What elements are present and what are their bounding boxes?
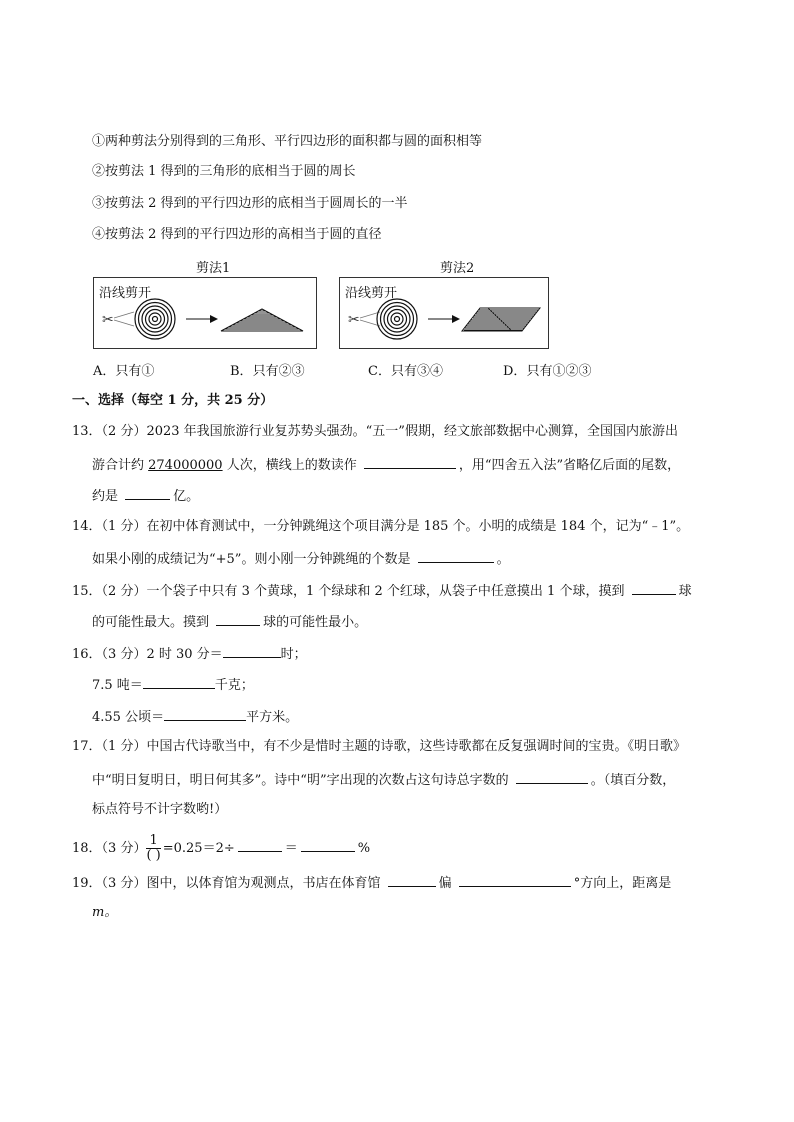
q16-line2 xyxy=(92,674,254,696)
q13-number: 274000000 xyxy=(148,458,223,473)
q17-line2 xyxy=(92,769,675,791)
figure-label-cut1: 剪法1 xyxy=(196,261,231,276)
option-d-text: 只有①②③ xyxy=(526,364,592,379)
q16-text-a: 16．（3 分）2 时 30 分＝ xyxy=(72,647,223,662)
q17-text-a: 中“明日复明日，明日何其多”。诗中“明”字出现的次数占这句诗总字数的 xyxy=(92,773,513,788)
option-c-text: 只有③④ xyxy=(390,364,443,379)
q18-prefix: 18．（3 分） xyxy=(72,841,147,856)
q18-text-a: =0.25＝2÷ xyxy=(162,841,235,856)
q16-text-c: 7.5 吨＝ xyxy=(92,678,143,693)
option-d[interactable] xyxy=(503,360,591,379)
option-b-text: 只有②③ xyxy=(252,364,305,379)
q14-blank[interactable] xyxy=(418,548,494,563)
q14-text-a: 如果小刚的成绩记为“+5”。则小刚一分钟跳绳的个数是 xyxy=(92,552,415,567)
parallelogram-icon xyxy=(462,308,540,331)
cut1-diagram xyxy=(94,278,316,348)
q19-blank-angle[interactable] xyxy=(459,872,571,887)
q16-text-d: 千克； xyxy=(214,678,254,693)
q19-text-c: °方向上，距离是 xyxy=(573,876,672,891)
q13-line3 xyxy=(92,485,199,507)
scissors-icon: ✂ xyxy=(102,312,114,328)
q13-text-a: 游合计约 xyxy=(92,458,149,473)
q14-line2 xyxy=(92,548,510,570)
q18-text-b: ＝ xyxy=(284,841,298,856)
q15-text-b: 球 xyxy=(678,584,692,599)
q13-text-e: 亿。 xyxy=(173,489,200,504)
option-c-letter: C． xyxy=(368,364,391,379)
figure-cut2 xyxy=(339,277,549,349)
q18-denominator[interactable]: ( ) xyxy=(146,848,161,863)
q13-line2 xyxy=(92,454,680,476)
concentric-circle-icon xyxy=(135,299,175,339)
q15-line1 xyxy=(72,580,692,602)
q13-line1: 13．（2 分）2023 年我国旅游行业复苏势头强劲。“五一”假期，经文旅部数据中心测算，全国国内旅游出 xyxy=(72,424,678,439)
section-title: 一、选择（每空 1 分，共 25 分） xyxy=(72,393,274,408)
q18-line xyxy=(72,834,370,863)
q17-line1: 17．（1 分）中国古代诗歌当中，有不少是惜时主题的诗歌，这些诗歌都在反复强调时间的宝贵。《明日歌》 xyxy=(72,739,686,754)
q16-text-e: 4.55 公顷＝ xyxy=(92,710,165,725)
statement-1: ①两种剪法分别得到的三角形、平行四边形的面积都与圆的面积相等 xyxy=(92,134,483,149)
figure-cut1 xyxy=(93,277,317,349)
q13-text-d: 约是 xyxy=(92,489,123,504)
q18-numerator: 1 xyxy=(146,834,160,849)
scissors-icon-2: ✂ xyxy=(348,312,360,328)
option-c[interactable] xyxy=(368,360,443,379)
figure-caption-cut2: 沿线剪开 xyxy=(345,286,398,301)
q19-text-b: 偏 xyxy=(438,876,456,891)
statement-4: ④按剪法 2 得到的平行四边形的高相当于圆的直径 xyxy=(92,227,382,242)
q16-blank-2[interactable] xyxy=(143,674,215,689)
option-a-text: 只有① xyxy=(115,364,155,379)
option-a-letter: A． xyxy=(93,364,116,379)
arrow-icon xyxy=(210,315,218,323)
q16-blank-3[interactable] xyxy=(164,706,246,721)
q13-blank-reading[interactable] xyxy=(364,454,456,469)
figure-caption-cut1: 沿线剪开 xyxy=(99,286,152,301)
q15-line2 xyxy=(92,611,367,633)
option-d-letter: D． xyxy=(503,364,527,379)
q18-text-c: % xyxy=(357,841,371,856)
q19-text-a: 19．（3 分）图中，以体育馆为观测点，书店在体育馆 xyxy=(72,876,385,891)
q18-blank-1[interactable] xyxy=(238,837,282,852)
q18-blank-2[interactable] xyxy=(301,837,355,852)
q17-line3: 标点符号不计字数哟!） xyxy=(92,802,228,817)
option-a[interactable] xyxy=(93,360,154,379)
cut2-diagram xyxy=(340,278,548,348)
q15-blank-1[interactable] xyxy=(632,580,676,595)
q16-line1 xyxy=(72,643,307,665)
figure-label-cut2: 剪法2 xyxy=(440,261,475,276)
statement-2: ②按剪法 1 得到的三角形的底相当于圆的周长 xyxy=(92,164,356,179)
q16-line3 xyxy=(92,706,298,728)
triangle-icon xyxy=(221,309,303,331)
q14-text-b: 。 xyxy=(496,552,510,567)
q13-text-b: 人次，横线上的数读作 xyxy=(222,458,361,473)
option-b[interactable] xyxy=(230,360,305,379)
concentric-circle-icon-2 xyxy=(377,299,417,339)
q16-text-b: 时； xyxy=(280,647,307,662)
q17-blank[interactable] xyxy=(516,769,588,784)
statement-3: ③按剪法 2 得到的平行四边形的底相当于圆周长的一半 xyxy=(92,196,408,211)
q13-blank-approx[interactable] xyxy=(125,485,170,500)
q16-blank-1[interactable] xyxy=(223,643,281,658)
q19-blank-direction[interactable] xyxy=(388,872,436,887)
q17-text-b: 。（填百分数， xyxy=(590,773,676,788)
q18-fraction xyxy=(146,834,160,863)
q15-text-a: 15．（2 分）一个袋子中只有 3 个黄球，1 个绿球和 2 个红球，从袋子中任意摸出 1 个球，摸到 xyxy=(72,584,629,599)
q16-text-f: 平方米。 xyxy=(246,710,299,725)
arrow-icon-2 xyxy=(452,315,460,323)
q14-line1: 14．（1 分）在初中体育测试中，一分钟跳绳这个项目满分是 185 个。小明的成绩是 184 个，记为“﹣1”。 xyxy=(72,519,690,534)
q15-text-c: 的可能性最大。摸到 xyxy=(92,615,214,630)
q13-text-c: ，用“四舍五入法”省略亿后面的尾数， xyxy=(458,458,681,473)
q15-blank-2[interactable] xyxy=(216,611,260,626)
option-b-letter: B． xyxy=(230,364,253,379)
q19-line1 xyxy=(72,872,671,894)
q19-line2: m。 xyxy=(92,905,118,920)
q15-text-d: 球的可能性最小。 xyxy=(263,615,368,630)
